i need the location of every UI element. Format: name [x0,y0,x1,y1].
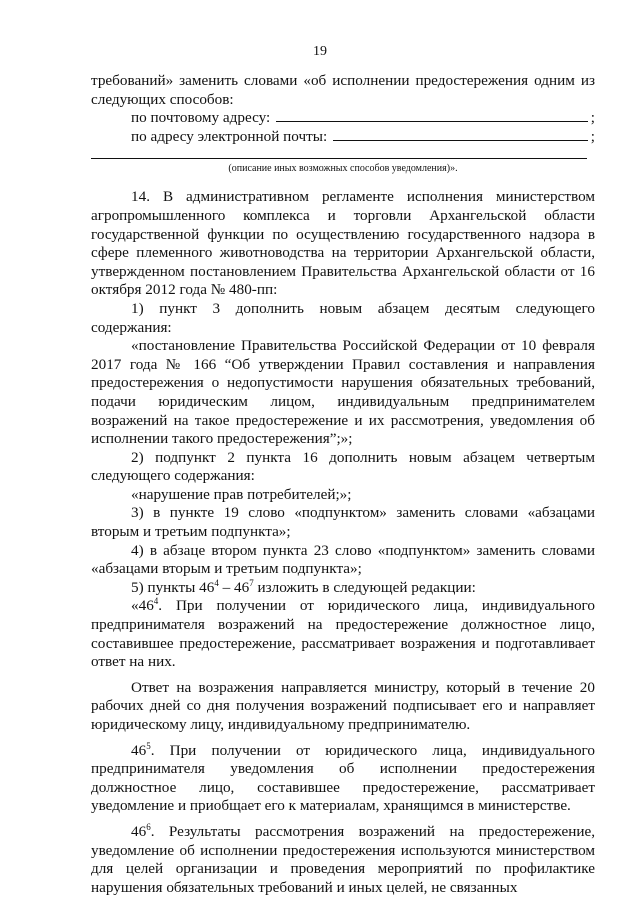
item-14-paragraph: 14. В административном регламенте исполнения министерством агропромышленного комплекса и торговли Архангельской области государственной функции по осуществлению государственного надзора в сфере племенного животноводства на территории Архангельской области, утвержденном постановлением Правительства Архангельской области от 16 октября 2012 года № 480-пп: [91,188,595,299]
paragraph-46-6-sup: 6 [146,821,151,832]
quote-2: «нарушение прав потребителей;»; [131,485,352,503]
paragraph-46-5-sup: 5 [146,740,151,751]
paragraph-46-6-text: . Результаты рассмотрения возражений на предостережение, уведомление об исполнении предостережения используются министерством для целей организации и проведения мероприятий по профилактике нарушения обязательных требований и иных целей, не связанных [91,822,595,896]
postal-address-blank [276,109,588,122]
other-methods-blank [91,146,587,159]
paragraph-46-5-number: 46 [131,741,147,759]
subitem-5-prefix: 5) пункты 46 [131,578,215,596]
paragraph-46-4-text: . При получении от юридического лица, индивидуального предпринимателя возражений на предостережение должностное лицо, составившее предостережение, рассматривает возражения и подготавливает ответ на них. [91,597,595,671]
answer-paragraph: Ответ на возражения направляется министру, который в течение 20 рабочих дней со дня получения возражений подписывает его и направляет юридическому лицу, индивидуальному предпринимателю. [91,678,595,733]
email-address-line [91,128,595,147]
subitem-5-suffix: изложить в следующей редакции: [253,578,476,596]
paragraph-46-6 [91,823,595,897]
subitem-1: 1) пункт 3 дополнить новым абзацем десятым следующего содержания: [91,299,595,336]
paragraph-46-4-number: «46 [131,597,154,615]
paragraph-46-5-text: . При получении от юридического лица, индивидуального предпринимателя уведомления об исполнении предостережения должностное лицо, составившее предостережение, рассматривает уведомление и приобщает его к материалам, хранящимся в министерстве. [91,741,595,815]
subitem-5-sup-b: 7 [249,577,254,588]
subitem-5 [91,579,595,598]
quote-1: «постановление Правительства Российской Федерации от 10 февраля 2017 года № 166 “Об утверждении Правил составления и направления предостережения о недопустимости нарушения обязательных требований, подачи юридическим лицом, индивидуальным предпринимателем возражений на такое предостережение и их рассмотрения, уведомления об исполнении такого предостережения”;»; [91,337,595,448]
intro-paragraph: требований» заменить словами «об исполнении предостережения одним из следующих способов: [91,72,595,108]
paragraph-46-4-sup: 4 [153,596,159,607]
page-number: 19 [313,44,327,59]
paragraph-46-4 [91,597,595,671]
subitem-4: 4) в абзаце втором пункта 23 слово «подпунктом» заменить словами «абзацами вторым и третьим подпункта»; [91,541,595,578]
email-address-label: по адресу электронной почты: [131,127,328,145]
postal-address-label: по почтовому адресу: [131,109,271,127]
line-end: ; [590,127,595,145]
subitem-5-sup-a: 4 [214,577,219,588]
subitem-5-dash: – 46 [218,578,250,596]
subitem-3: 3) в пункте 19 слово «подпунктом» заменить словами «абзацами вторым и третьим подпункта»; [91,504,595,541]
paragraph-46-5 [91,742,595,816]
email-address-blank [333,128,588,141]
document-body [91,72,595,897]
paragraph-46-6-number: 46 [131,822,147,840]
other-methods-caption: (описание иных возможных способов уведомления)». [228,163,458,175]
line-end: ; [590,109,595,127]
postal-address-line [91,109,595,128]
subitem-2: 2) подпункт 2 пункта 16 дополнить новым абзацем четвертым следующего содержания: [91,448,595,485]
